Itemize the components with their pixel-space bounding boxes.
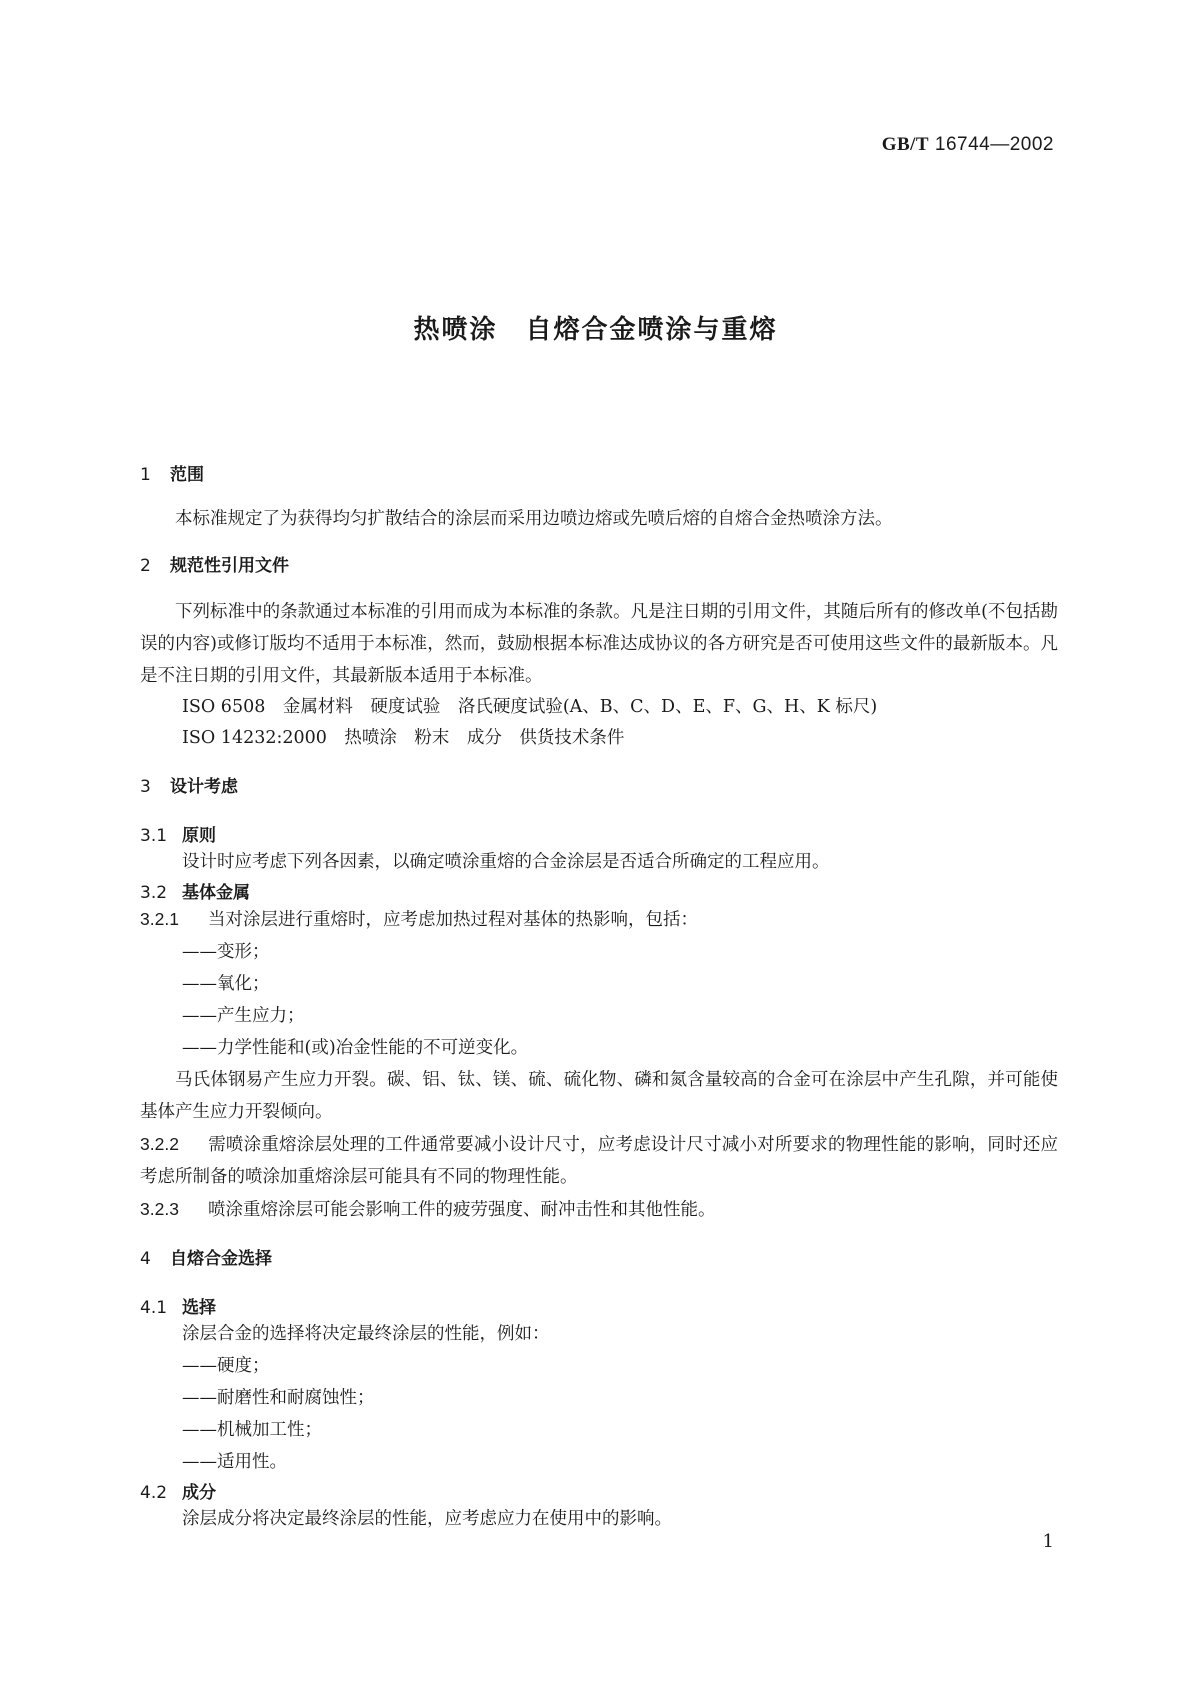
list-item: ——力学性能和(或)冶金性能的不可逆变化。 (182, 1038, 529, 1058)
section-3-heading: 3 设计考虑 (140, 777, 238, 797)
standard-number (882, 134, 1054, 156)
list-item: ——硬度； (182, 1356, 270, 1376)
section-3-1-heading: 3.1 原则 (140, 826, 216, 846)
document-title: 热喷涂 自熔合金喷涂与重熔 (413, 315, 778, 345)
list-item: ——产生应力； (182, 1006, 305, 1026)
section-2-heading: 2 规范性引用文件 (140, 556, 289, 576)
reference-iso-14232: ISO 14232:2000 热喷涂 粉末 成分 供货技术条件 (182, 728, 625, 748)
section-3-2-2-text: 3.2.2 需喷涂重熔涂层处理的工件通常要减小设计尺寸，应考虑设计尺寸减小对所要求的物理性能的影响，同时还应考虑所制备的喷涂加重熔涂层可能具有不同的物理性能。 (140, 1134, 1058, 1187)
section-4-1-heading: 4.1 选择 (140, 1298, 216, 1318)
section-4-2-heading: 4.2 成分 (140, 1483, 216, 1503)
standard-code: 16744—2002 (934, 134, 1054, 155)
section-4-1-text: 涂层合金的选择将决定最终涂层的性能，例如： (182, 1324, 550, 1344)
section-1-heading: 1 范围 (140, 465, 204, 485)
section-3-2-1-note: 马氏体钢易产生应力开裂。碳、铝、钛、镁、硫、硫化物、磷和氮含量较高的合金可在涂层中产生孔隙，并可能使基体产生应力开裂倾向。 (140, 1070, 1058, 1122)
section-4-heading: 4 自熔合金选择 (140, 1249, 272, 1269)
reference-iso-6508: ISO 6508 金属材料 硬度试验 洛氏硬度试验(A、B、C、D、E、F、G、H、K 标尺) (182, 697, 878, 717)
list-item: ——适用性。 (182, 1452, 287, 1472)
list-item: ——变形； (182, 942, 270, 962)
list-item: ——耐磨性和耐腐蚀性； (182, 1388, 375, 1408)
section-4-2-text: 涂层成分将决定最终涂层的性能，应考虑应力在使用中的影响。 (182, 1509, 672, 1529)
list-item: ——氧化； (182, 974, 270, 994)
standard-prefix: GB/T (881, 134, 930, 155)
section-3-1-text: 设计时应考虑下列各因素，以确定喷涂重熔的合金涂层是否适合所确定的工程应用。 (182, 852, 830, 872)
section-3-2-1-text: 3.2.1 当对涂层进行重熔时，应考虑加热过程对基体的热影响，包括： (140, 909, 698, 930)
section-3-2-heading: 3.2 基体金属 (140, 883, 250, 903)
list-item: ——机械加工性； (182, 1420, 322, 1440)
section-1-text: 本标准规定了为获得均匀扩散结合的涂层而采用边喷边熔或先喷后熔的自熔合金热喷涂方法。 (175, 509, 893, 529)
section-3-2-3-text: 3.2.3 喷涂重熔涂层可能会影响工件的疲劳强度、耐冲击性和其他性能。 (140, 1199, 716, 1220)
document-body (140, 460, 1058, 1535)
section-2-text: 下列标准中的条款通过本标准的引用而成为本标准的条款。凡是注日期的引用文件，其随后所有的修改单(不包括勘误的内容)或修订版均不适用于本标准，然而，鼓励根据本标准达成协议的各方研究是否可使用这些文件的最新版本。凡是不注日期的引用文件，其最新版本适用于本标准。 (140, 602, 1058, 686)
page-number: 1 (1042, 1531, 1054, 1552)
